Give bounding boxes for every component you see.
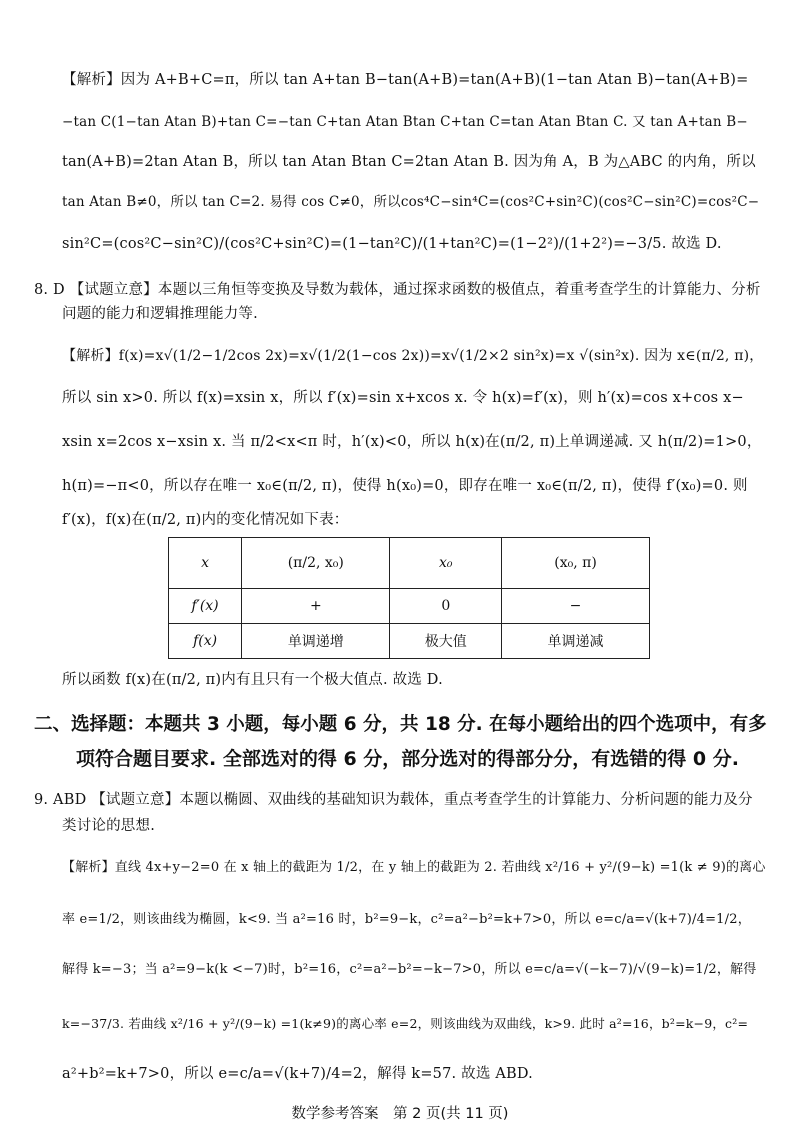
q9-analysis-line-4: k=−37/3. 若曲线 x²/16 + y²/(9−k) =1(k≠9)的离心率 e=2，则该曲线为双曲线，k>9. 此时 a²=16，b²=k−9，c²=	[62, 1016, 749, 1031]
q8-analysis-line-4: h(π)=−π<0，所以存在唯一 x₀∈(π/2, π)，使得 h(x₀)=0，即存在唯一 x₀∈(π/2, π)，使得 f′(x₀)=0. 则	[62, 478, 748, 494]
q7-line-2: −tan C(1−tan Atan B)+tan C=−tan C+tan Atan Btan C+tan C=tan Atan Btan C. 又 tan A+tan B−	[62, 114, 748, 130]
table-cell: 0	[390, 589, 502, 624]
q7-line-4: tan Atan B≠0，所以 tan C=2. 易得 cos C≠0，所以cos⁴C−sin⁴C=(cos²C+sin²C)(cos²C−sin²C)=cos²C−	[62, 194, 760, 210]
table-row	[169, 589, 650, 624]
table-cell: −	[502, 589, 650, 624]
table-row	[169, 538, 650, 589]
table-cell: f(x)	[169, 624, 242, 659]
q7-line-1: 【解析】因为 A+B+C=π，所以 tan A+tan B−tan(A+B)=tan(A+B)(1−tan Atan B)−tan(A+B)=	[62, 72, 749, 88]
q9-analysis-line-3: 解得 k=−3；当 a²=9−k(k <−7)时，b²=16，c²=a²−b²=−k−7>0，所以 e=c/a=√(−k−7)/√(9−k)=1/2，解得	[62, 962, 757, 977]
q9-intent-line-2: 类讨论的思想.	[62, 818, 156, 834]
q7-line-3: tan(A+B)=2tan Atan B，所以 tan Atan Btan C=2tan Atan B. 因为角 A，B 为△ABC 的内角，所以	[62, 154, 756, 170]
q9-intent-line-1: 9. ABD 【试题立意】本题以椭圆、双曲线的基础知识为载体，重点考查学生的计算能力、分析问题的能力及分	[34, 792, 753, 808]
q8-intent-line-2: 问题的能力和逻辑推理能力等.	[62, 306, 258, 322]
table-cell: 单调递减	[502, 624, 650, 659]
table-cell: (x₀, π)	[502, 538, 650, 589]
q9-analysis-line-2: 率 e=1/2，则该曲线为椭圆，k<9. 当 a²=16 时，b²=9−k，c²=a²−b²=k+7>0，所以 e=c/a=√(k+7)/4=1/2，	[62, 912, 751, 927]
table-cell: f′(x)	[169, 589, 242, 624]
table-cell: x	[169, 538, 242, 589]
table-row	[169, 624, 650, 659]
q8-analysis-line-1: 【解析】f(x)=x√(1/2−1/2cos 2x)=x√(1/2(1−cos 2x))=x√(1/2×2 sin²x)=x √(sin²x). 因为 x∈(π/2, π)，	[62, 348, 764, 364]
q8-intent-line-1: 8. D 【试题立意】本题以三角恒等变换及导数为载体，通过探求函数的极值点，着重考查学生的计算能力、分析	[34, 282, 761, 298]
q9-analysis-line-1: 【解析】直线 4x+y−2=0 在 x 轴上的截距为 1/2，在 y 轴上的截距为 2. 若曲线 x²/16 + y²/(9−k) =1(k ≠ 9)的离心	[62, 860, 766, 875]
q8-analysis-line-3: xsin x=2cos x−xsin x. 当 π/2<x<π 时，h′(x)<0，所以 h(x)在(π/2, π)上单调递减. 又 h(π/2)=1>0，	[62, 434, 762, 450]
page-footer: 数学参考答案 第 2 页(共 11 页)	[291, 1106, 509, 1122]
section-title-line-1: 二、选择题：本题共 3 小题，每小题 6 分，共 18 分. 在每小题给出的四个选项中，有多	[34, 714, 767, 735]
table-cell: x₀	[390, 538, 502, 589]
section-title-line-2: 项符合题目要求. 全部选对的得 6 分，部分选对的得部分分，有选错的得 0 分.	[76, 748, 739, 770]
q9-analysis-line-5: a²+b²=k+7>0，所以 e=c/a=√(k+7)/4=2，解得 k=57. 故选 ABD.	[62, 1066, 533, 1082]
table-cell: 单调递增	[242, 624, 390, 659]
q8-analysis-line-2: 所以 sin x>0. 所以 f(x)=xsin x，所以 f′(x)=sin x+xcos x. 令 h(x)=f′(x)，则 h′(x)=cos x+cos x−	[62, 390, 744, 406]
q8-analysis-line-5: f′(x)，f(x)在(π/2, π)内的变化情况如下表：	[62, 512, 349, 528]
table-cell: (π/2, x₀)	[242, 538, 390, 589]
q8-conclusion: 所以函数 f(x)在(π/2, π)内有且只有一个极大值点. 故选 D.	[62, 672, 443, 688]
table-cell: 极大值	[390, 624, 502, 659]
table-cell: +	[242, 589, 390, 624]
q7-line-5: sin²C=(cos²C−sin²C)/(cos²C+sin²C)=(1−tan²C)/(1+tan²C)=(1−2²)/(1+2²)=−3/5. 故选 D.	[62, 236, 722, 252]
variation-table	[168, 537, 650, 659]
